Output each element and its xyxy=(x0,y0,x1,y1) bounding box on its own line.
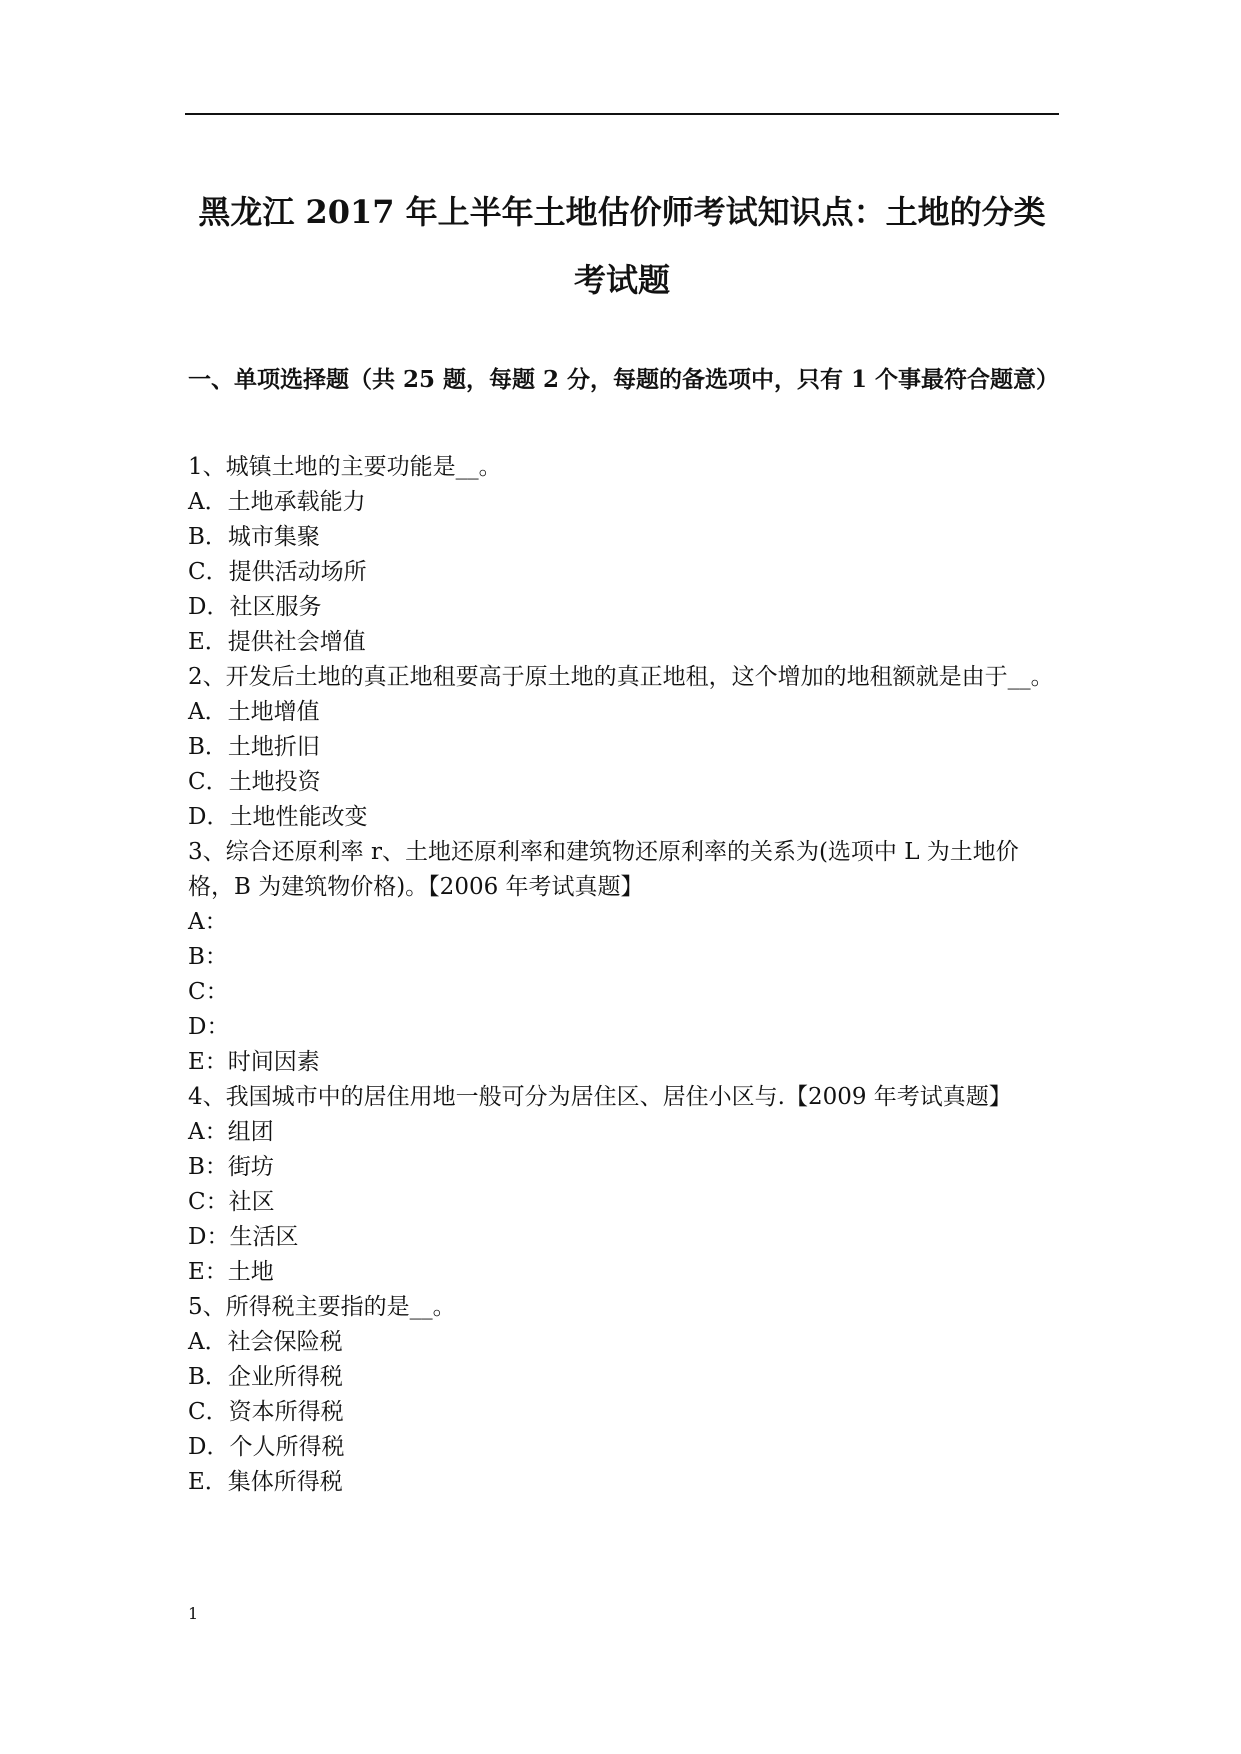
title-line-2: 考试题 xyxy=(573,261,670,299)
question-3 xyxy=(188,835,1063,1080)
question-stem: 3、综合还原利率 r、土地还原利率和建筑物还原利率的关系为(选项中 L 为土地价格，B 为建筑物价格)。【2006 年考试真题】 xyxy=(188,839,1019,900)
title-line-1: 黑龙江 2017 年上半年土地估价师考试知识点：土地的分类 xyxy=(198,193,1046,231)
question-stem: 4、我国城市中的居住用地一般可分为居住区、居住小区与.【2009 年考试真题】 xyxy=(188,1084,1012,1110)
answer-option: E．提供社会增值 xyxy=(188,629,366,655)
answer-option: B： xyxy=(188,944,228,970)
answer-option: B．土地折旧 xyxy=(188,734,320,760)
question-5 xyxy=(188,1290,1063,1500)
answer-option: E：土地 xyxy=(188,1259,274,1285)
header-rule xyxy=(185,113,1059,115)
answer-option: B．企业所得税 xyxy=(188,1364,343,1390)
answer-option: D： xyxy=(188,1014,230,1040)
answer-option: B．城市集聚 xyxy=(188,524,320,550)
page-number: 1 xyxy=(188,1604,199,1623)
answer-option: E．集体所得税 xyxy=(188,1469,343,1495)
answer-option: C．提供活动场所 xyxy=(188,559,367,585)
document-title xyxy=(185,178,1059,314)
question-1 xyxy=(188,450,1063,660)
question-stem: 5、所得税主要指的是__。 xyxy=(188,1294,456,1320)
answer-option: B：街坊 xyxy=(188,1154,274,1180)
answer-option: C．资本所得税 xyxy=(188,1399,344,1425)
question-list xyxy=(188,450,1063,1500)
answer-option: D：生活区 xyxy=(188,1224,299,1250)
answer-option: E：时间因素 xyxy=(188,1049,320,1075)
section-heading: 一、单项选择题（共 25 题，每题 2 分，每题的备选项中，只有 1 个事最符合题意） xyxy=(188,366,1060,393)
question-2 xyxy=(188,660,1063,835)
answer-option: A：组团 xyxy=(188,1119,274,1145)
answer-option: A： xyxy=(188,909,228,935)
question-stem: 1、城镇土地的主要功能是__。 xyxy=(188,454,502,480)
answer-option: C．土地投资 xyxy=(188,769,321,795)
answer-option: D．土地性能改变 xyxy=(188,804,368,830)
answer-option: D．社区服务 xyxy=(188,594,322,620)
answer-option: D．个人所得税 xyxy=(188,1434,345,1460)
answer-option: A．土地承载能力 xyxy=(188,489,366,515)
question-4 xyxy=(188,1080,1063,1290)
answer-option: A．社会保险税 xyxy=(188,1329,343,1355)
answer-option: A．土地增值 xyxy=(188,699,320,725)
answer-option: C：社区 xyxy=(188,1189,275,1215)
question-stem: 2、开发后土地的真正地租要高于原土地的真正地租，这个增加的地租额就是由于__。 xyxy=(188,664,1054,690)
answer-option: C： xyxy=(188,979,229,1005)
